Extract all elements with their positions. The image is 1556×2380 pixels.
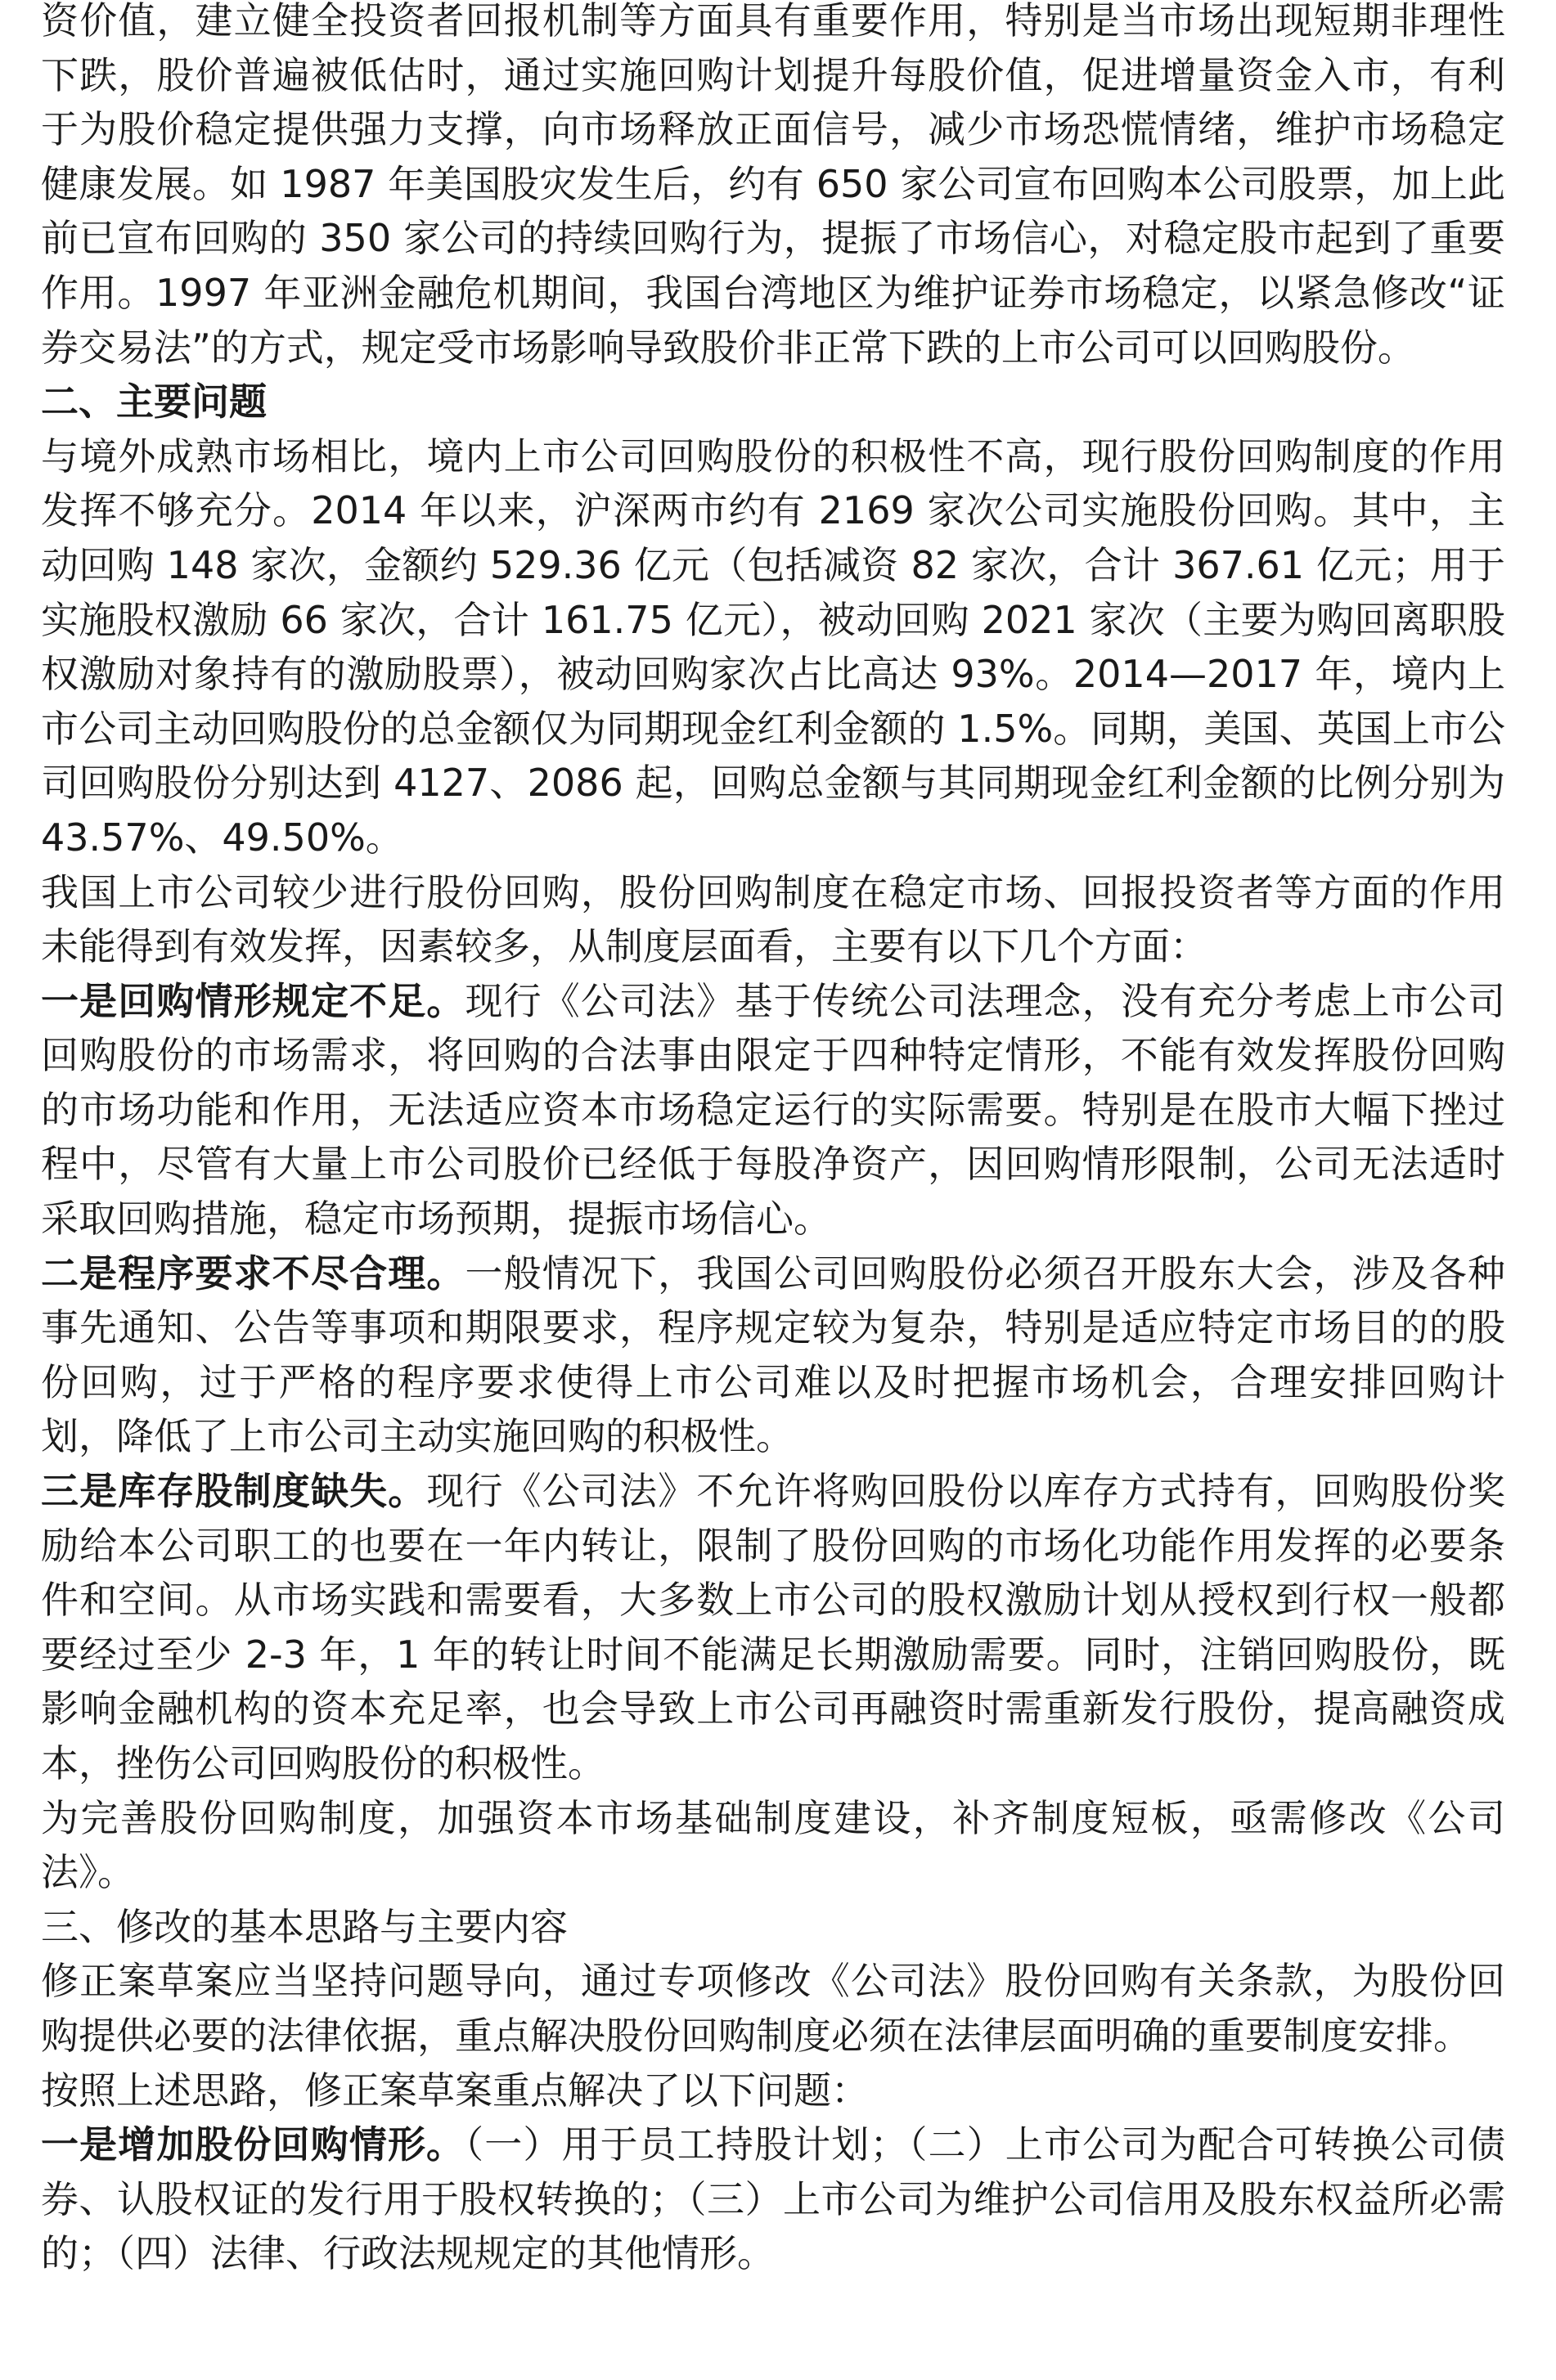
- paragraph-text: 现行《公司法》不允许将购回股份以库存方式持有，回购股份奖励给本公司职工的也要在一年内转让，限制了股份回购的市场化功能作用发挥的必要条件和空间。从市场实践和需要看，大多数上市公司的股权激励计划从授权到行权一般都要经过至少 2-3 年，1 年的转让时间不能满足长期激励需要。同时，注销回购股份，既影响金融机构的资本充足率，也会导致上市公司再融资时需重新发行股份，提高融资成本，挫伤公司回购股份的积极性。: [41, 1469, 1506, 1785]
- paragraph-solution-1: [41, 2117, 1505, 2281]
- paragraph-intro: [41, 0, 1505, 375]
- paragraph-text: 三、修改的基本思路与主要内容: [41, 1904, 568, 1949]
- section-heading-main-issues: 二、主要问题: [41, 379, 267, 424]
- paragraph-issue-2: [41, 1246, 1505, 1464]
- paragraph-text: 修正案草案应当坚持问题导向，通过专项修改《公司法》股份回购有关条款，为股份回购提供必要的法律依据，重点解决股份回购制度必须在法律层面明确的重要制度安排。: [41, 1959, 1505, 2058]
- paragraph-factors: [41, 865, 1505, 974]
- paragraph-text: 按照上述思路，修正案草案重点解决了以下问题：: [41, 2068, 869, 2113]
- paragraph-issue-1: [41, 974, 1505, 1246]
- paragraph-text: 为完善股份回购制度，加强资本市场基础制度建设，补齐制度短板，亟需修改《公司法》。: [41, 1795, 1505, 1895]
- paragraph-text: 现行《公司法》基于传统公司法理念，没有充分考虑上市公司回购股份的市场需求，将回购的合法事由限定于四种特定情形，不能有效发挥股份回购的市场功能和作用，无法适应资本市场稳定运行的实际需要。特别是在股市大幅下挫过程中，尽管有大量上市公司股价已经低于每股净资产，因回购情形限制，公司无法适时采取回购措施，稳定市场预期，提振市场信心。: [41, 978, 1506, 1242]
- paragraph-lead: 一是增加股份回购情形。: [41, 2122, 465, 2167]
- paragraph-text: 一般情况下，我国公司回购股份必须召开股东大会，涉及各种事先通知、公告等事项和期限要求，程序规定较为复杂，特别是适应特定市场目的的股份回购，过于严格的程序要求使得上市公司难以及时把握市场机会，合理安排回购计划，降低了上市公司主动实施回购的积极性。: [41, 1251, 1506, 1459]
- paragraph-approach: [41, 1954, 1505, 2063]
- paragraph-text: 我国上市公司较少进行股份回购，股份回购制度在稳定市场、回报投资者等方面的作用未能得到有效发挥，因素较多，从制度层面看，主要有以下几个方面：: [41, 869, 1505, 969]
- section-heading-revision: [41, 1900, 1505, 1955]
- paragraph-text: （一）用于员工持股计划；（二）上市公司为配合可转换公司债券、认股权证的发行用于股权转换的；（三）上市公司为维护公司信用及股东权益所必需的；（四）法律、行政法规规定的其他情形。: [41, 2122, 1506, 2276]
- paragraph-text: 资价值，建立健全投资者回报机制等方面具有重要作用，特别是当市场出现短期非理性下跌，股价普遍被低估时，通过实施回购计划提升每股价值，促进增量资金入市，有利于为股价稳定提供强力支撑，向市场释放正面信号，减少市场恐慌情绪，维护市场稳定健康发展。如 1987 年美国股灾发生后，约有 650 家公司宣布回购本公司股票，加上此前已宣布回购的 350 家公司的持续回购行为，提振了市场信心，对稳定股市起到了重要作用。1997 年亚洲金融危机期间，我国台湾地区为维护证券市场稳定，以紧急修改“证券交易法”的方式，规定受市场影响导致股价非正常下跌的上市公司可以回购股份。: [41, 0, 1505, 370]
- paragraph-issue-3: [41, 1464, 1505, 1791]
- paragraph-lead: 一是回购情形规定不足。: [41, 978, 465, 1023]
- paragraph-following: [41, 2063, 1505, 2118]
- paragraph-lead: 三是库存股制度缺失。: [41, 1469, 427, 1514]
- paragraph-lead: 二是程序要求不尽合理。: [41, 1251, 465, 1296]
- paragraph-need-revision: [41, 1791, 1505, 1900]
- document-page: [41, 0, 1505, 2281]
- paragraph-comparison: [41, 429, 1505, 865]
- paragraph-text: 与境外成熟市场相比，境内上市公司回购股份的积极性不高，现行股份回购制度的作用发挥不够充分。2014 年以来，沪深两市约有 2169 家次公司实施股份回购。其中，主动回购 148 家次，金额约 529.36 亿元（包括减资 82 家次，合计 367.61 亿元；用于实施股权激励 66 家次，合计 161.75 亿元），被动回购 2021 家次（主要为购回离职股权激励对象持有的激励股票），被动回购家次占比高达 93%。2014—2017 年，境内上市公司主动回购股份的总金额仅为同期现金红利金额的 1.5%。同期，美国、英国上市公司回购股份分别达到 4127、2086 起，回购总金额与其同期现金红利金额的比例分别为 43.57%、49.50%。: [41, 433, 1505, 860]
